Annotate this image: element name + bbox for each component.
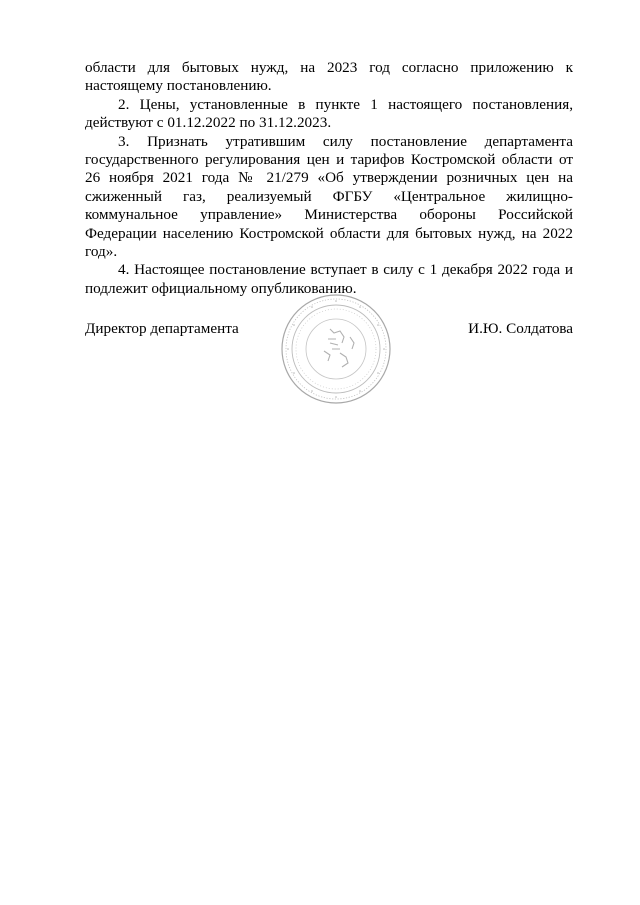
paragraph-continuation: области для бытовых нужд, на 2023 год согласно приложению к настоящему постановлению. [85, 59, 573, 95]
signatory-position: Директор департамента [85, 320, 239, 337]
paragraph-item-3: 3. Признать утратившим силу постановление департамента государственного регулирования цен и тарифов Костромской области от 26 ноября 2021 года № 21/279 «Об утверждении розничных цен на сжиженный газ, реализуемый ФГБУ «Центральное жилищно-коммунальное управление» Министерства обороны Российской Федерации населению Костромской области для бытовых нужд, на 2022 год». [85, 132, 573, 261]
paragraph-item-4: 4. Настоящее постановление вступает в силу с 1 декабря 2022 года и подлежит официальному опубликованию. [85, 261, 573, 297]
signatory-name: И.Ю. Солдатова [468, 320, 573, 337]
paragraph-item-2: 2. Цены, установленные в пункте 1 настоящего постановления, действуют с 01.12.2022 по 31.12.2023. [85, 95, 573, 132]
document-body [85, 59, 573, 298]
official-seal-icon [280, 293, 392, 405]
